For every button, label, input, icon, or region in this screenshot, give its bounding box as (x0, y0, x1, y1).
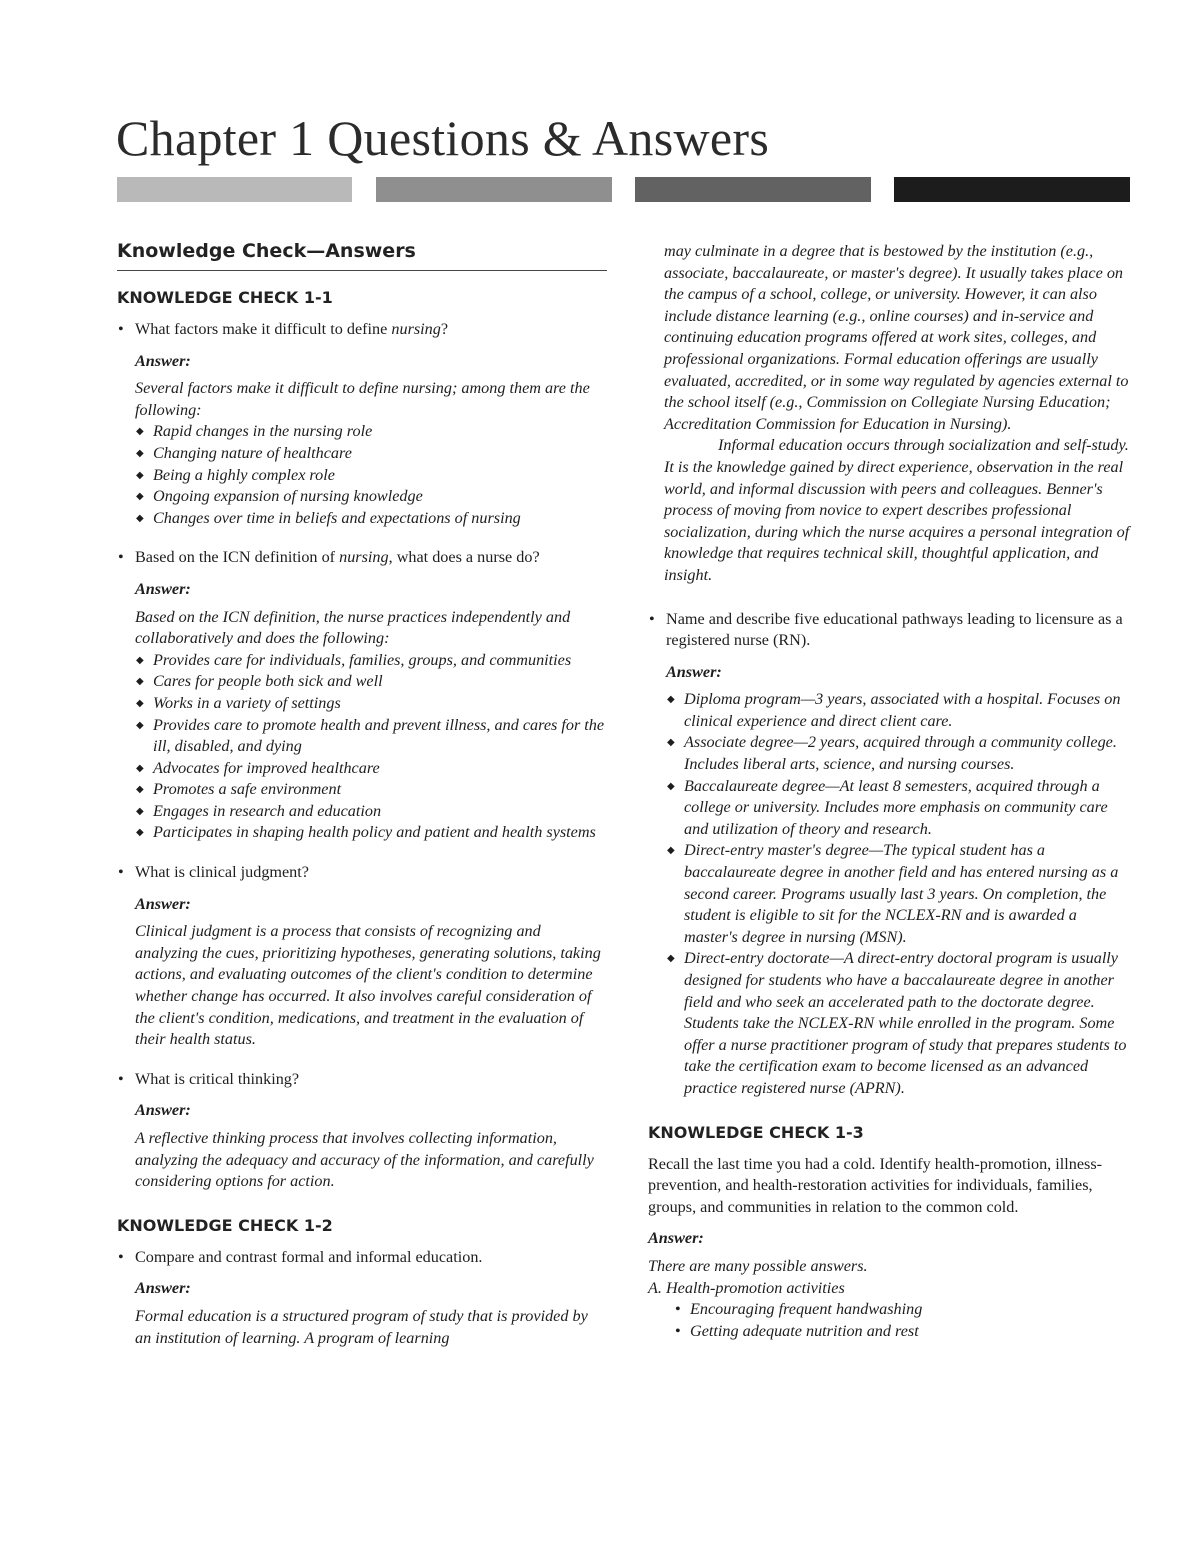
kc2-answer-1-start (135, 1306, 607, 1349)
kc2-question-2-block (648, 609, 1134, 1100)
list-item: • Getting adequate nutrition and rest (690, 1321, 1134, 1343)
answer-label: Answer: (135, 579, 191, 598)
kc1-answer-3 (135, 921, 607, 1051)
question-text: What factors make it difficult to define (135, 320, 392, 338)
list-item: ◆ Rapid changes in the nursing role (153, 421, 607, 443)
list-item: ◆ Engages in research and education (153, 801, 607, 823)
knowledge-check-1-3-heading: KNOWLEDGE CHECK 1-3 (648, 1122, 864, 1142)
kc3-prompt: Recall the last time you had a cold. Identify health-promotion, illness-prevention, and health-restoration activities for individuals, families, groups, and communities in relation to the common cold. (648, 1154, 1103, 1216)
answer-list (135, 421, 607, 529)
list-item: ◆ Baccalaureate degree—At least 8 semesters, acquired through a college or university. Includes more emphasis on community care and utilization of theory and research. (684, 776, 1134, 841)
kc2-answer-2 (666, 689, 1134, 1099)
answer-label: Answer: (135, 351, 191, 370)
question-text-end: ? (440, 320, 449, 338)
question-text: Based on the ICN definition of (135, 548, 340, 567)
list-item: ◆ Advocates for improved healthcare (153, 758, 607, 780)
kc1-answer-2 (135, 607, 607, 845)
answer-text-continued: may culminate in a degree that is bestowed by the institution (e.g., associate, baccalaureate, or master's degree). It usually takes place on the campus of a school, college, or university. However, it can also include distance learning (e.g., online courses) and in-service and continuing education programs offered at work sites, colleges, and professional organizations. Formal education offerings are usually evaluated, accredited, or in some way regulated by agencies external to the school itself (e.g., Commission on Collegiate Nursing Education; Accreditation Commission for Education in Nursing). (664, 242, 1129, 433)
question-emphasis: nursing (339, 548, 389, 567)
answer-list (666, 689, 1134, 1099)
kc1-question-3-block (117, 862, 607, 1051)
list-item: ◆ Changing nature of healthcare (153, 443, 607, 465)
answer-list (648, 1299, 1134, 1342)
kc1-question-2 (117, 547, 607, 569)
list-item: ◆ Participates in shaping health policy and patient and health systems (153, 822, 607, 844)
answer-text: Formal education is a structured program of study that is provided by an institution of learning. A program of learning (135, 1306, 588, 1347)
kc1-question-3: • What is clinical judgment? (117, 862, 607, 884)
answer-label: Answer: (648, 1229, 704, 1248)
answer-intro: Several factors make it difficult to define nursing; among them are the following: (135, 379, 590, 419)
kc2-question-2: • Name and describe five educational pathways leading to licensure as a registered nurse (RN). (648, 609, 1134, 652)
kc1-question-2-block (117, 547, 607, 844)
answer-label: Answer: (135, 1101, 191, 1120)
list-item: ◆ Ongoing expansion of nursing knowledge (153, 486, 607, 508)
list-item: ◆ Associate degree—2 years, acquired through a community college. Includes liberal arts, science, and nursing courses. (684, 732, 1134, 775)
kc1-answer-4 (135, 1128, 607, 1193)
knowledge-check-1-1-heading: KNOWLEDGE CHECK 1-1 (117, 288, 333, 307)
list-item: ◆ Changes over time in beliefs and expectations of nursing (153, 508, 607, 530)
answer-label: Answer: (135, 894, 191, 913)
color-bar-4 (894, 177, 1130, 202)
header-color-bars (117, 177, 1130, 202)
answer-intro: Based on the ICN definition, the nurse practices independently and collaboratively and does the following: (135, 607, 571, 648)
knowledge-check-1-2-heading: KNOWLEDGE CHECK 1-2 (117, 1215, 333, 1235)
list-item: ◆ Cares for people both sick and well (153, 671, 607, 693)
color-bar-1 (117, 177, 352, 202)
kc3-answer (648, 1256, 1134, 1342)
informal-education-paragraph: Informal education occurs through socialization and self-study. It is the knowledge gained by direct experience, observation in the real world, and informal discussion with peers and colleagues. Benner's process of moving from novice to expert describes professional socialization, during which the nurse acquires a personal integration of knowledge that requires technical skill, thoughtful application, and insight. (664, 436, 1130, 584)
list-item: ◆ Diploma program—3 years, associated with a hospital. Focuses on clinical experience and direct client care. (684, 689, 1134, 732)
kc1-question-4: • What is critical thinking? (117, 1069, 607, 1091)
answer-label: Answer: (135, 1279, 191, 1298)
answer-list (135, 650, 607, 844)
right-column (648, 241, 1134, 1342)
list-item: • Encouraging frequent handwashing (690, 1299, 1134, 1321)
list-item: ◆ Promotes a safe environment (153, 779, 607, 801)
kc1-question-4-block (117, 1069, 607, 1193)
list-item: ◆ Being a highly complex role (153, 465, 607, 487)
list-item: ◆ Works in a variety of settings (153, 693, 607, 715)
section-title: Knowledge Check—Answers (117, 238, 607, 271)
page-title: Chapter 1 Questions & Answers (116, 110, 770, 166)
kc2-question-1-block (117, 1247, 607, 1349)
kc1-answer-1 (135, 378, 607, 529)
question-text-end: , what does a nurse do? (388, 548, 540, 567)
color-bar-3 (635, 177, 871, 202)
answer-line: A. Health-promotion activities (648, 1278, 845, 1297)
kc1-question-1 (117, 319, 607, 341)
list-item: ◆ Direct-entry doctorate—A direct-entry doctoral program is usually designed for students who have a baccalaureate degree in another field and who seek an accelerated path to the doctorate degree. Students take the NCLEX-RN while enrolled in the program. Some offer a nurse practitioner program of study that prepares students to take the certification exam to become licensed as an advanced practice registered nurse (APRN). (684, 948, 1134, 1099)
kc2-answer-1-continued (664, 241, 1134, 587)
list-item: ◆ Provides care for individuals, families, groups, and communities (153, 650, 607, 672)
left-column (117, 238, 607, 1367)
answer-text: Clinical judgment is a process that consists of recognizing and analyzing the cues, prioritizing hypotheses, generating solutions, taking actions, and evaluating outcomes of the client's condition to determine whether change has occurred. It also involves careful consideration of the client's condition, medications, and treatment in the evaluation of their health status. (135, 922, 601, 1049)
question-emphasis: nursing (391, 320, 441, 338)
answer-text: A reflective thinking process that involves collecting information, analyzing the adequacy and accuracy of the information, and carefully considering options for action. (135, 1129, 594, 1191)
kc1-question-1-block (117, 319, 607, 529)
color-bar-2 (376, 177, 612, 202)
list-item: ◆ Provides care to promote health and prevent illness, and cares for the ill, disabled, and dying (153, 715, 607, 758)
kc2-question-1: • Compare and contrast formal and informal education. (117, 1247, 607, 1269)
answer-line: There are many possible answers. (648, 1256, 868, 1275)
list-item: ◆ Direct-entry master's degree—The typical student has a baccalaureate degree in another field and has entered nursing as a second career. Programs usually last 3 years. On completion, the student is eligible to sit for the NCLEX-RN and is awarded a master's degree in nursing (MSN). (684, 840, 1134, 948)
answer-label: Answer: (666, 662, 722, 681)
